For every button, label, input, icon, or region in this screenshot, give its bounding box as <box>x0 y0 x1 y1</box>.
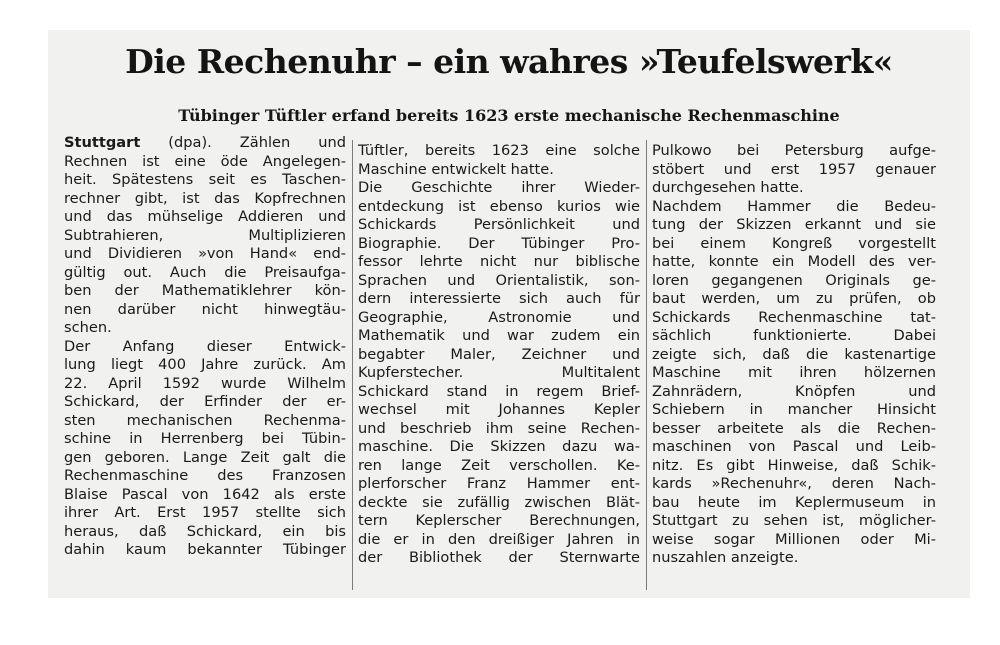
text-line: fessor lehrte nicht nur biblische <box>358 253 640 270</box>
text-line: plerforscher Franz Hammer ent- <box>358 475 640 492</box>
text-line: Geographie, Astronomie und <box>358 308 640 326</box>
text-line: durchgesehen hatte. <box>652 179 804 196</box>
text-line: kards »Rechenuhr«, deren Nach- <box>652 475 936 492</box>
text-line: und beschrieb ihm seine Rechen- <box>358 419 640 437</box>
text-line: dern interessierte sich auch für <box>358 290 640 307</box>
text-line: entdeckung ist ebenso kurios wie <box>358 197 640 215</box>
text-line: Rechnen ist eine öde Angelegen- <box>64 152 346 170</box>
text-line: wechsel mit Johannes Kepler <box>358 401 640 418</box>
text-line: Biographie. Der Tübinger Pro- <box>358 234 640 252</box>
newspaper-clipping <box>48 30 970 598</box>
text-line: rechner gibt, ist das Kopfrechnen <box>64 189 346 207</box>
text-line: bei einem Kongreß vorgestellt <box>652 234 936 252</box>
text-line: hatte, konnte ein Modell des ver- <box>652 253 936 270</box>
text-line: Schickards Rechenmaschine tat- <box>652 308 936 326</box>
column-3 <box>652 142 936 568</box>
text-line: weise sogar Millionen oder Mi- <box>652 530 936 548</box>
text-line: stöbert und erst 1957 genauer <box>652 160 936 178</box>
text-line: Maschine entwickelt hatte. <box>358 160 554 178</box>
text-line: Subtrahieren, Multiplizieren <box>64 226 346 244</box>
text-line: heraus, daß Schickard, ein bis <box>64 522 346 540</box>
text-line: schen. <box>64 319 112 336</box>
text-line: Zahnrädern, Knöpfen und <box>652 382 936 400</box>
text-line: Nachdem Hammer die Bedeu- <box>652 197 936 215</box>
text-line: Blaise Pascal von 1642 als erste <box>64 485 346 503</box>
text-line: Stuttgart (dpa). Zählen und <box>64 134 347 151</box>
text-line: gen geboren. Lange Zeit galt die <box>64 448 346 466</box>
text-line: Mathematik und war zudem ein <box>358 327 640 344</box>
text-line: Schickard, der Erfinder der er- <box>64 393 346 410</box>
text-line: dahin kaum bekannter Tübinger <box>64 541 346 558</box>
text-line: Schiebern in mancher Hinsicht <box>652 401 936 418</box>
text-line: schine in Herrenberg bei Tübin- <box>64 430 346 447</box>
text-line: Der Anfang dieser Entwick- <box>64 337 346 355</box>
text-line: zeigte sich, daß die kastenartige <box>652 345 936 363</box>
text-line: sächlich funktionierte. Dabei <box>652 327 936 344</box>
text-line: tern Keplerscher Berechnungen, <box>358 512 640 529</box>
text-line: ren lange Zeit verschollen. Ke- <box>358 456 640 474</box>
text-line: der Bibliothek der Sternwarte <box>358 549 640 566</box>
text-line: lung liegt 400 Jahre zurück. Am <box>64 356 346 373</box>
text-line: nen darüber nicht hinwegtäu- <box>64 300 346 318</box>
column-rule-1 <box>352 140 353 590</box>
subheadline: Tübinger Tüftler erfand bereits 1623 erste mechanische Rechenmaschine <box>178 106 840 125</box>
text-line: bau heute im Keplermuseum in <box>652 493 936 511</box>
text-line: maschine. Die Skizzen dazu wa- <box>358 438 640 455</box>
text-line: Pulkowo bei Petersburg aufge- <box>652 142 936 159</box>
text-line: und Dividieren »von Hand« end- <box>64 245 346 262</box>
text-line: sten mechanischen Rechenma- <box>64 411 346 429</box>
text-line: besser arbeitete als die Rechen- <box>652 419 936 437</box>
text-line: Die Geschichte ihrer Wieder- <box>358 179 640 196</box>
text-line: Schickards Persönlichkeit und <box>358 216 640 233</box>
headline: Die Rechenuhr – ein wahres »Teufelswerk« <box>125 42 893 81</box>
text-line: heit. Spätestens seit es Taschen- <box>64 171 346 188</box>
text-line: ben der Mathematiklehrer kön- <box>64 282 346 299</box>
text-line: nitz. Es gibt Hinweise, daß Schik- <box>652 456 936 474</box>
column-1 <box>64 134 346 560</box>
text-line: Schickard stand in regem Brief- <box>358 382 640 400</box>
text-line: nuszahlen anzeigte. <box>652 549 799 566</box>
text-line: Kupferstecher. Multitalent <box>358 364 640 381</box>
text-line: und das mühselige Addieren und <box>64 208 346 225</box>
dateline: Stuttgart <box>64 134 141 151</box>
text-line: 22. April 1592 wurde Wilhelm <box>64 374 346 392</box>
text-line: loren gegangenen Originals ge- <box>652 271 936 289</box>
column-2 <box>358 142 640 568</box>
text-line: gültig out. Auch die Preisaufga- <box>64 263 346 281</box>
text-line: maschinen von Pascal und Leib- <box>652 438 936 455</box>
text-line: begabter Maler, Zeichner und <box>358 345 640 363</box>
text-line: Stuttgart zu sehen ist, möglicher- <box>652 512 936 529</box>
text-line: Maschine mit ihren hölzernen <box>652 364 936 381</box>
text-line: deckte sie zufällig zwischen Blät- <box>358 493 640 511</box>
text-line: Tüftler, bereits 1623 eine solche <box>358 142 640 159</box>
text-line: Rechenmaschine des Franzosen <box>64 467 346 484</box>
text-line: tung der Skizzen erkannt und sie <box>652 216 936 233</box>
text-line: ihrer Art. Erst 1957 stellte sich <box>64 504 346 521</box>
column-rule-2 <box>646 140 647 590</box>
text-line: baut werden, um zu prüfen, ob <box>652 290 936 307</box>
text-line: die er in den dreißiger Jahren in <box>358 530 640 548</box>
text-line: Sprachen und Orientalistik, son- <box>358 271 640 289</box>
